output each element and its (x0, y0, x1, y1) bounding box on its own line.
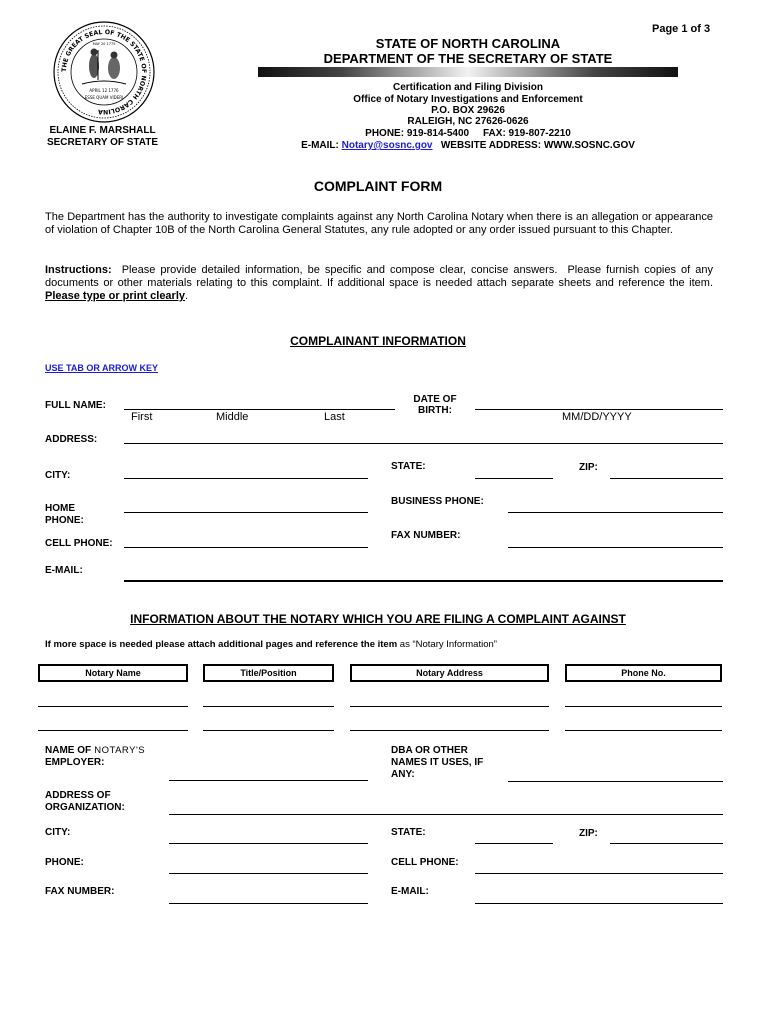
page-number: Page 1 of 3 (652, 23, 711, 35)
first-sublabel: First (131, 411, 153, 423)
notary-name-input-2[interactable] (38, 716, 187, 730)
business-phone-input[interactable] (508, 498, 722, 512)
po-box: P.O. BOX 29626 (431, 105, 505, 116)
dob-line (475, 409, 723, 410)
instructions-text: Please provide detailed information, be specific and compose clear, concise answers. Please furnish copies of any documents or other materials relating to this complaint. If additional space is needed attach separate sheets and reference the item. (45, 264, 717, 289)
employer-label-1b: NOTARY'S (91, 745, 146, 756)
seal-ring-text: THE GREAT SEAL OF THE STATE OF NORTH CAROLINA (60, 28, 148, 116)
home-phone-label-2: PHONE: (45, 515, 84, 526)
instructions-emphasis: Please type or print clearly (45, 290, 186, 302)
notary-fax-input[interactable] (169, 889, 367, 903)
city-zip: RALEIGH, NC 27626-0626 (407, 116, 529, 127)
state-heading: STATE OF NORTH CAROLINA (375, 36, 561, 51)
phone-no-line-1 (565, 706, 722, 707)
secretary-title: SECRETARY OF STATE (46, 137, 159, 148)
notary-address-input-1[interactable] (350, 692, 548, 706)
fax-line (508, 547, 723, 548)
notary-note-plain: as “Notary Information” (397, 639, 497, 650)
seal-date: APRIL 12 1776 (89, 88, 119, 93)
notary-email-line (475, 903, 723, 904)
intro-paragraph: The Department has the authority to investigate complaints against any North Carolina Notary when there is an allegation or appearance of violation of Chapter 10B of the North Carolina General Statutes, any rule adopted or any order issued pursuant to this Chapter. (45, 211, 713, 236)
state-label: STATE: (391, 461, 426, 472)
title-line-2 (203, 730, 334, 731)
org-address-label-2: ORGANIZATION: (45, 802, 125, 813)
employer-label-1 (45, 745, 145, 757)
column-notary-name: Notary Name (38, 664, 188, 682)
city-line (124, 478, 368, 479)
notary-address-input-2[interactable] (350, 716, 548, 730)
notary-fax-label: FAX NUMBER: (45, 886, 115, 897)
notary-cell-line (475, 873, 723, 874)
full-name-line (124, 409, 395, 410)
full-name-input[interactable] (124, 395, 394, 409)
phone-no-input-1[interactable] (565, 692, 721, 706)
email-label: E-MAIL: (45, 565, 83, 576)
division: Certification and Filing Division (392, 82, 543, 93)
state-seal (52, 20, 156, 124)
org-address-label-1: ADDRESS OF (45, 790, 111, 801)
notary-note-bold: If more space is needed please attach additional pages and reference the item (45, 639, 398, 650)
employer-label-1a: NAME OF (45, 745, 92, 756)
org-address-input[interactable] (169, 800, 722, 814)
instructions-label: Instructions: (45, 264, 112, 276)
phone-no-input-2[interactable] (565, 716, 721, 730)
website: WEBSITE ADDRESS: WWW.SOSNC.GOV (440, 140, 635, 151)
dba-line (508, 781, 723, 782)
notary-city-input[interactable] (169, 829, 367, 843)
employer-line (169, 780, 368, 781)
state-input[interactable] (475, 464, 552, 478)
column-phone-no: Phone No. (565, 664, 722, 682)
notary-state-input[interactable] (475, 829, 552, 843)
notary-state-line (475, 843, 553, 844)
title-input-2[interactable] (203, 716, 333, 730)
notary-zip-input[interactable] (610, 829, 722, 843)
notary-phone-input[interactable] (169, 859, 367, 873)
notary-note (45, 639, 497, 650)
seal-date2: MAY 20 1775 (92, 42, 116, 46)
notary-fax-line (169, 903, 368, 904)
notary-name-input-1[interactable] (38, 692, 187, 706)
notary-phone-line (169, 873, 368, 874)
notary-address-line-1 (350, 706, 549, 707)
notary-email-label: E-MAIL: (391, 886, 429, 897)
phone-fax: PHONE: 919-814-5400 FAX: 919-807-2210 (365, 128, 571, 139)
instructions-end: . (185, 290, 189, 302)
fax-input[interactable] (508, 533, 722, 547)
email-input[interactable] (124, 566, 722, 580)
employer-label-2: EMPLOYER: (45, 757, 105, 768)
dob-input[interactable] (475, 395, 722, 409)
cell-phone-label: CELL PHONE: (45, 538, 113, 549)
tab-hint-link[interactable]: USE TAB OR ARROW KEY (45, 363, 159, 373)
dob-format: MM/DD/YYYY (562, 411, 632, 423)
home-phone-input[interactable] (124, 498, 367, 512)
email-website (258, 140, 678, 151)
column-title-position: Title/Position (203, 664, 334, 682)
home-phone-label-1: HOME (45, 503, 75, 514)
zip-label: ZIP: (579, 462, 598, 473)
dob-label-2: BIRTH: (418, 405, 452, 416)
form-title: COMPLAINT FORM (313, 178, 443, 194)
business-phone-line (508, 512, 723, 513)
notary-cell-input[interactable] (475, 859, 722, 873)
zip-input[interactable] (610, 464, 722, 478)
address-label: ADDRESS: (45, 434, 98, 445)
dba-label-1: DBA OR OTHER (391, 745, 468, 756)
notary-city-label: CITY: (45, 827, 71, 838)
address-input[interactable] (124, 429, 722, 443)
phone-no-line-2 (565, 730, 722, 731)
notary-address-line-2 (350, 730, 549, 731)
column-notary-address: Notary Address (350, 664, 549, 682)
dba-label-2: NAMES IT USES, IF (391, 757, 484, 768)
dba-label-3: ANY: (391, 769, 415, 780)
notary-zip-label: ZIP: (579, 828, 598, 839)
business-phone-label: BUSINESS PHONE: (391, 496, 484, 507)
zip-line (610, 478, 723, 479)
seal-icon (52, 20, 156, 124)
email-link[interactable]: Notary@sosnc.gov (341, 140, 433, 151)
office: Office of Notary Investigations and Enforcement (353, 94, 583, 105)
state-line (475, 478, 553, 479)
notary-zip-line (610, 843, 723, 844)
instructions-paragraph (45, 264, 717, 303)
notary-cell-label: CELL PHONE: (391, 857, 459, 868)
employer-input[interactable] (169, 766, 367, 780)
secretary-name: ELAINE F. MARSHALL (49, 125, 156, 136)
org-address-line (169, 814, 723, 815)
email-label: E-MAIL: (301, 140, 342, 151)
dob-label-1: DATE OF (413, 394, 457, 405)
dba-input[interactable] (508, 767, 722, 781)
header-bar (258, 67, 678, 77)
email-line (124, 580, 723, 582)
last-sublabel: Last (324, 411, 345, 423)
complainant-heading: COMPLAINANT INFORMATION (290, 334, 466, 348)
title-input-1[interactable] (203, 692, 333, 706)
city-input[interactable] (124, 464, 367, 478)
notary-name-line-2 (38, 730, 188, 731)
full-name-label: FULL NAME: (45, 400, 106, 411)
notary-state-label: STATE: (391, 827, 426, 838)
middle-sublabel: Middle (216, 411, 249, 423)
address-line (124, 443, 723, 444)
seal-motto: ESSE QUAM VIDERI (84, 95, 124, 100)
notary-name-line-1 (38, 706, 188, 707)
notary-heading: INFORMATION ABOUT THE NOTARY WHICH YOU ARE FILING A COMPLAINT AGAINST (130, 612, 626, 626)
fax-label: FAX NUMBER: (391, 530, 461, 541)
cell-phone-line (124, 547, 368, 548)
city-label: CITY: (45, 470, 71, 481)
notary-city-line (169, 843, 368, 844)
cell-phone-input[interactable] (124, 533, 367, 547)
department-heading: DEPARTMENT OF THE SECRETARY OF STATE (323, 51, 613, 66)
notary-phone-label: PHONE: (45, 857, 84, 868)
notary-email-input[interactable] (475, 889, 722, 903)
home-phone-line (124, 512, 368, 513)
title-line-1 (203, 706, 334, 707)
